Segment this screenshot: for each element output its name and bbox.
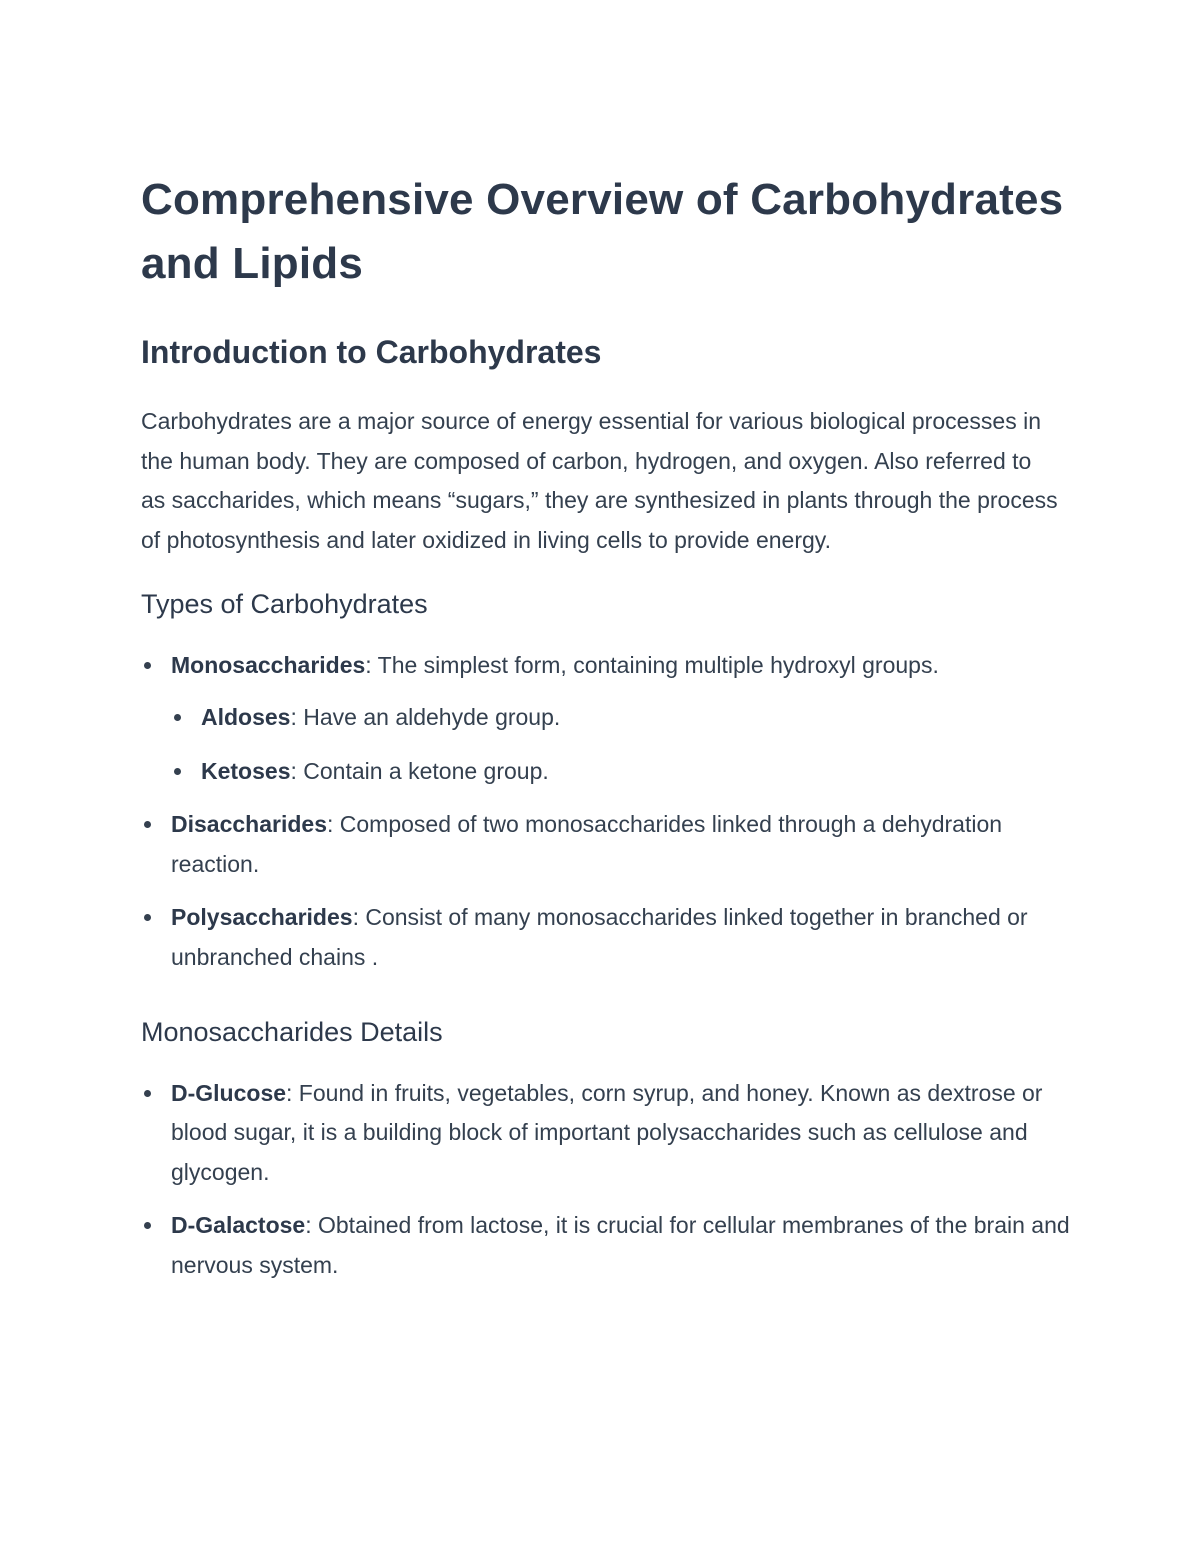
desc-d-glucose: : Found in fruits, vegetables, corn syrup, and honey. Known as dextrose or blood sugar, it is a building block of important polysaccharides such as cellulose and glycogen. — [171, 1079, 1043, 1185]
desc-monosaccharides: : The simplest form, containing multiple hydroxyl groups. — [365, 652, 939, 679]
list-item-ketoses — [171, 752, 1071, 792]
term-disaccharides: Disaccharides — [171, 811, 327, 838]
desc-ketoses: : Contain a ketone group. — [290, 757, 549, 784]
list-item-aldoses — [171, 698, 1071, 738]
term-aldoses: Aldoses — [201, 703, 291, 730]
monosaccharides-sublist — [171, 698, 1071, 791]
term-d-galactose: D-Galactose — [171, 1212, 306, 1239]
intro-paragraph: Carbohydrates are a major source of energy essential for various biological processes in the human body. They are composed of carbon, hydrogen, and oxygen. Also referred to as saccharides, which means “sugars,” they are synthesized in plants through the process of photosynthesis and later oxidized in living cells to provide energy. — [141, 408, 1058, 553]
list-item-monosaccharides — [141, 646, 1071, 791]
list-item-d-glucose — [141, 1074, 1071, 1193]
desc-polysaccharides: : Consist of many monosaccharides linked together in branched or unbranched chains . — [171, 904, 1028, 970]
term-polysaccharides: Polysaccharides — [171, 904, 353, 931]
term-monosaccharides: Monosaccharides — [171, 652, 366, 679]
types-heading: Types of Carbohydrates — [141, 589, 428, 620]
list-item-polysaccharides — [141, 898, 1071, 977]
desc-disaccharides: : Composed of two monosaccharides linked through a dehydration reaction. — [171, 811, 1003, 877]
types-list — [141, 646, 1071, 977]
list-item-disaccharides — [141, 805, 1071, 884]
term-d-glucose: D-Glucose — [171, 1079, 287, 1106]
mono-details-section — [141, 1014, 1071, 1286]
intro-heading: Introduction to Carbohydrates — [141, 334, 602, 370]
document-title: Comprehensive Overview of Carbohydrates and Lipids — [141, 175, 1064, 288]
mono-details-heading: Monosaccharides Details — [141, 1016, 443, 1047]
list-item-d-galactose — [141, 1206, 1071, 1285]
mono-details-list — [141, 1074, 1071, 1286]
document-page — [141, 168, 1071, 1300]
desc-d-galactose: : Obtained from lactose, it is crucial for cellular membranes of the brain and nervous system. — [171, 1212, 1070, 1278]
desc-aldoses: : Have an aldehyde group. — [290, 703, 561, 730]
term-ketoses: Ketoses — [201, 757, 291, 784]
types-section — [141, 586, 1071, 977]
